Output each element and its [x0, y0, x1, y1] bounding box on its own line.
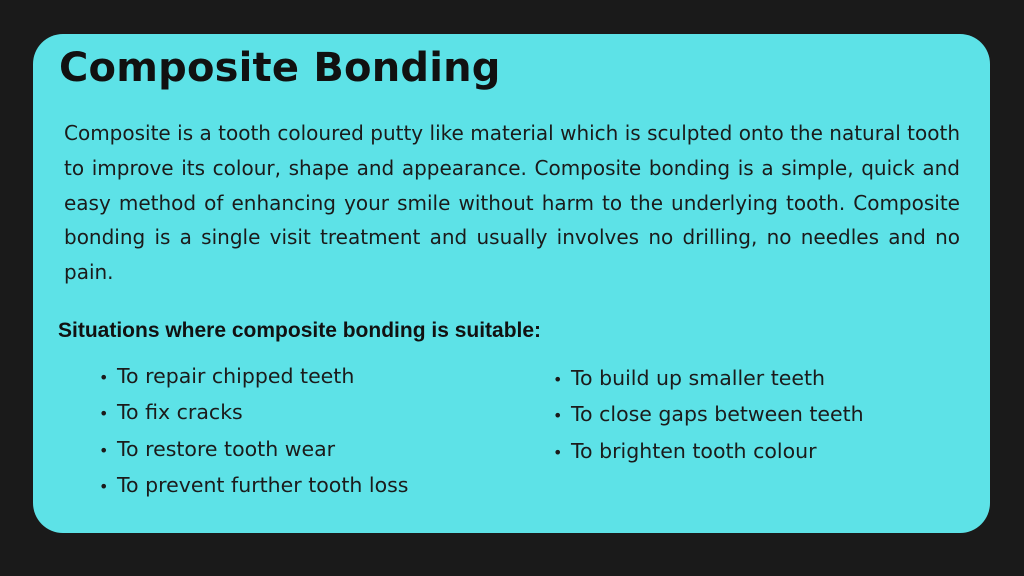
bullet-icon: • — [99, 404, 109, 424]
list-item-text: To prevent further tooth loss — [117, 473, 409, 498]
bullet-icon: • — [553, 442, 563, 462]
bullet-icon: • — [553, 406, 563, 426]
list-item-text: To restore tooth wear — [117, 436, 336, 461]
list-item — [99, 395, 408, 431]
situations-heading: Situations where composite bonding is suitable: — [58, 319, 542, 342]
list-item — [99, 468, 408, 504]
list-item — [99, 432, 408, 468]
bullet-icon: • — [553, 370, 563, 389]
intro-paragraph: Composite is a tooth coloured putty like material which is sculpted onto the natural tooth to improve its colour, shape and appearance. Composite bonding is a simple, quick and easy method of enhancing your smile without harm to the underlying tooth. Composite bonding is a single visit treatment and usually involves no drilling, no needles and no pain. — [64, 121, 960, 285]
list-item — [553, 397, 864, 433]
situations-list-left — [99, 359, 408, 505]
list-item-text: To fix cracks — [117, 400, 243, 425]
bullet-icon: • — [99, 368, 109, 387]
situations-list-right — [553, 361, 864, 470]
list-item — [99, 359, 408, 395]
list-item-text: To repair chipped teeth — [117, 364, 355, 388]
list-item-text: To build up smaller teeth — [571, 366, 825, 390]
list-item-text: To close gaps between teeth — [571, 402, 864, 427]
info-card — [33, 34, 990, 533]
bullet-icon: • — [99, 477, 109, 497]
bullet-icon: • — [99, 440, 109, 460]
list-item — [553, 434, 864, 470]
list-item-text: To brighten tooth colour — [571, 438, 817, 463]
page-title: Composite Bonding — [59, 45, 501, 91]
list-item — [553, 361, 864, 397]
